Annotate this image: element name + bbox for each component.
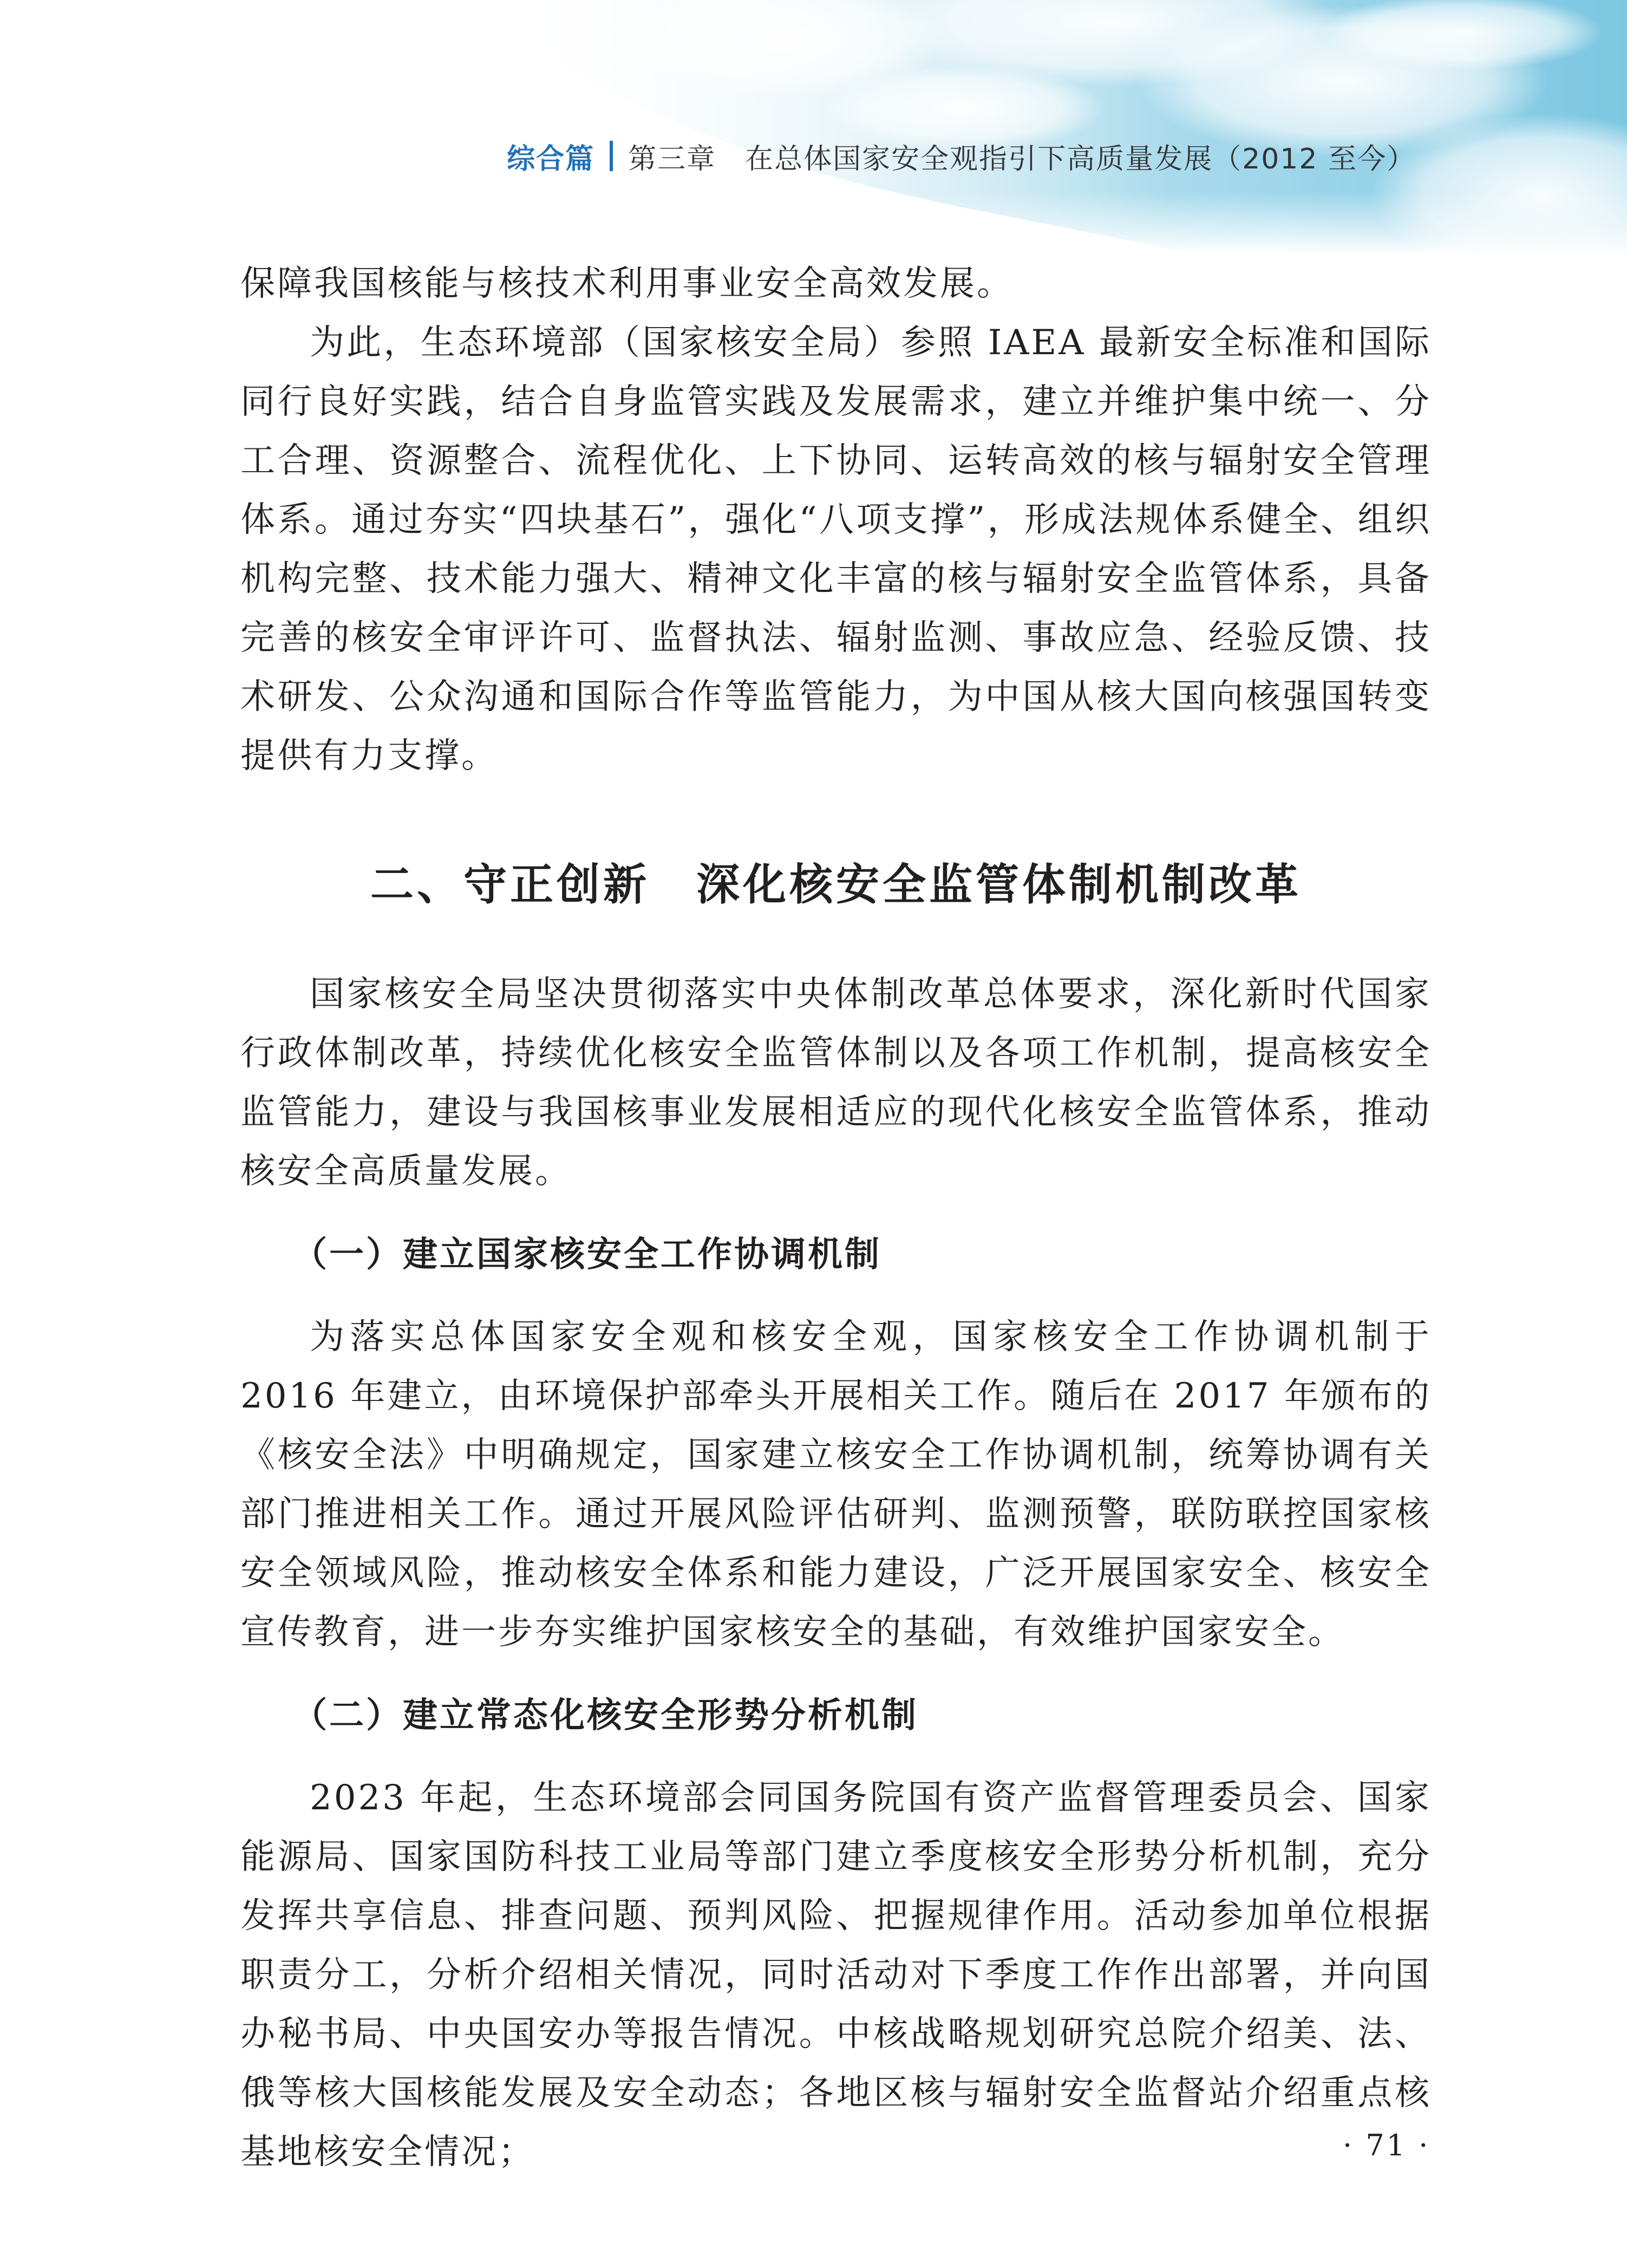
subsection-heading-2: （二）建立常态化核安全形势分析机制: [292, 1695, 918, 1736]
section-heading: 二、守正创新 深化核安全监管体制机制改革: [370, 859, 1302, 910]
header-chapter: 第三章: [628, 142, 716, 175]
cloud-sky-illustration: [0, 0, 1627, 255]
paragraph-situation-analysis: 2023 年起，生态环境部会同国务院国有资产监督管理委员会、国家能源局、国家国防科技工业局等部门建立季度核安全形势分析机制，充分发挥共享信息、排查问题、预判风险、把握规律作用。活动参加单位根据职责分工，分析介绍相关情况，同时活动对下季度工作作出部署，并向国办秘书局、中央国安办等报告情况。中核战略规划研究总院介绍美、法、俄等核大国核能发展及安全动态；各地区核与辐射安全监督站介绍重点核基地核安全情况；: [240, 1778, 1432, 2172]
page-number: · 71 ·: [1343, 2128, 1430, 2162]
sky-banner: [0, 0, 1627, 255]
paragraph-continuation: 保障我国核能与核技术利用事业安全高效发展。: [240, 264, 1014, 304]
subsection-heading-1: （一）建立国家核安全工作协调机制: [292, 1234, 881, 1275]
paragraph-regulatory-system: 为此，生态环境部（国家核安全局）参照 IAEA 最新安全标准和国际同行良好实践，结合自身监管实践及发展需求，建立并维护集中统一、分工合理、资源整合、流程优化、上下协同、运转高效的核与辐射安全管理体系。通过夯实“四块基石”，强化“八项支撑”，形成法规体系健全、组织机构完整、技术能力强大、精神文化丰富的核与辐射安全监管体系，具备完善的核安全审评许可、监督执法、辐射监测、事故应急、经验反馈、技术研发、公众沟通和国际合作等监管能力，为中国从核大国向核强国转变提供有力支撑。: [240, 323, 1432, 776]
page-body: [240, 255, 1432, 2182]
paragraph-reform-intro: 国家核安全局坚决贯彻落实中央体制改革总体要求，深化新时代国家行政体制改革，持续优化核安全监管体制以及各项工作机制，提高核安全监管能力，建设与我国核事业发展相适应的现代化核安全监管体系，推动核安全高质量发展。: [240, 974, 1432, 1191]
paragraph-coordination-mechanism: 为落实总体国家安全观和核安全观，国家核安全工作协调机制于 2016 年建立，由环境保护部牵头开展相关工作。随后在 2017 年颁布的《核安全法》中明确规定，国家建立核安全工作协调机制，统筹协调有关部门推进相关工作。通过开展风险评估研判、监测预警，联防联控国家核安全领域风险，推动核安全体系和能力建设，广泛开展国家安全、核安全宣传教育，进一步夯实维护国家核安全的基础，有效维护国家安全。: [240, 1317, 1432, 1652]
running-header: [507, 134, 1416, 178]
header-section: 综合篇: [507, 142, 595, 175]
header-chapter-title: 在总体国家安全观指引下高质量发展（2012 至今）: [745, 142, 1416, 175]
header-divider: [610, 141, 613, 171]
